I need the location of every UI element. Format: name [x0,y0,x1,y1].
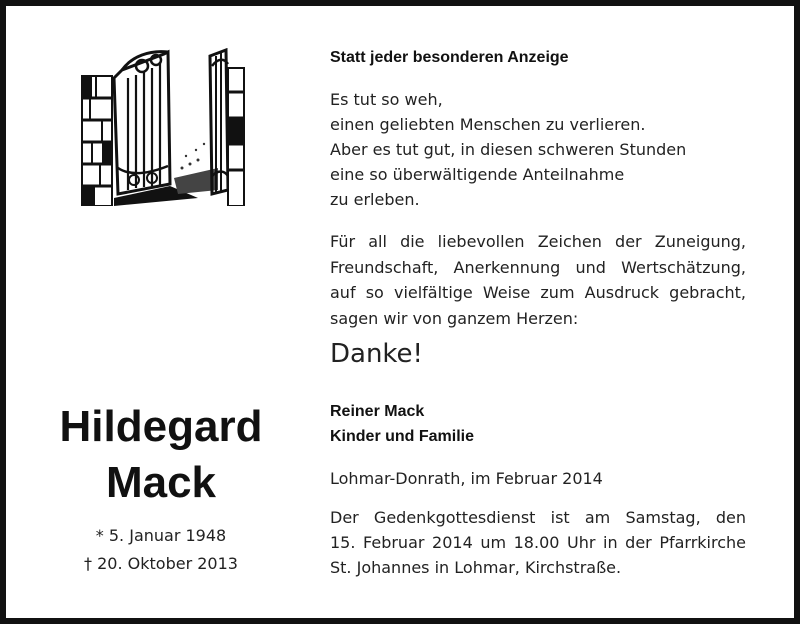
signer-family: Kinder und Familie [330,428,475,445]
service-line: 15. Februar 2014 um 18.00 Uhr in der Pfarrkirche [330,533,746,552]
verse-line: eine so überwältigende Anteilnahme [330,165,625,184]
service-line: St. Johannes in Lohmar, Kirchstraße. [330,558,622,577]
service-paragraph [330,505,746,580]
thanks-paragraph [330,229,746,331]
verse-line: Aber es tut gut, in diesen schweren Stunden [330,140,687,159]
thanks-line: auf so vielfältige Weise zum Ausdruck gebracht, [330,283,746,302]
verse-line: zu erleben. [330,190,420,209]
signer-name: Reiner Mack [330,403,425,420]
thanks-line: Für all die liebevollen Zeichen der Zuneigung, [330,232,746,251]
deceased-last-name: Mack [105,458,217,507]
birth-date: * 5. Januar 1948 [95,526,227,545]
open-gate-illustration-icon [78,48,246,206]
thanks-line: Freundschaft, Anerkennung und Wertschätzung, [330,257,746,277]
service-line: Der Gedenkgottesdienst ist am Samstag, den [330,508,746,527]
place-date: Lohmar-Donrath, im Februar 2014 [330,469,603,488]
deceased-first-name: Hildegard [59,402,263,451]
death-date: † 20. Oktober 2013 [84,554,238,573]
thanks-line: sagen wir von ganzem Herzen: [330,308,579,328]
notice-heading: Statt jeder besonderen Anzeige [330,49,569,66]
danke-text: Danke! [330,339,423,369]
verse-line: Es tut so weh, [330,90,443,109]
verse-block [330,87,750,212]
verse-line: einen geliebten Menschen zu verlieren. [330,115,646,134]
